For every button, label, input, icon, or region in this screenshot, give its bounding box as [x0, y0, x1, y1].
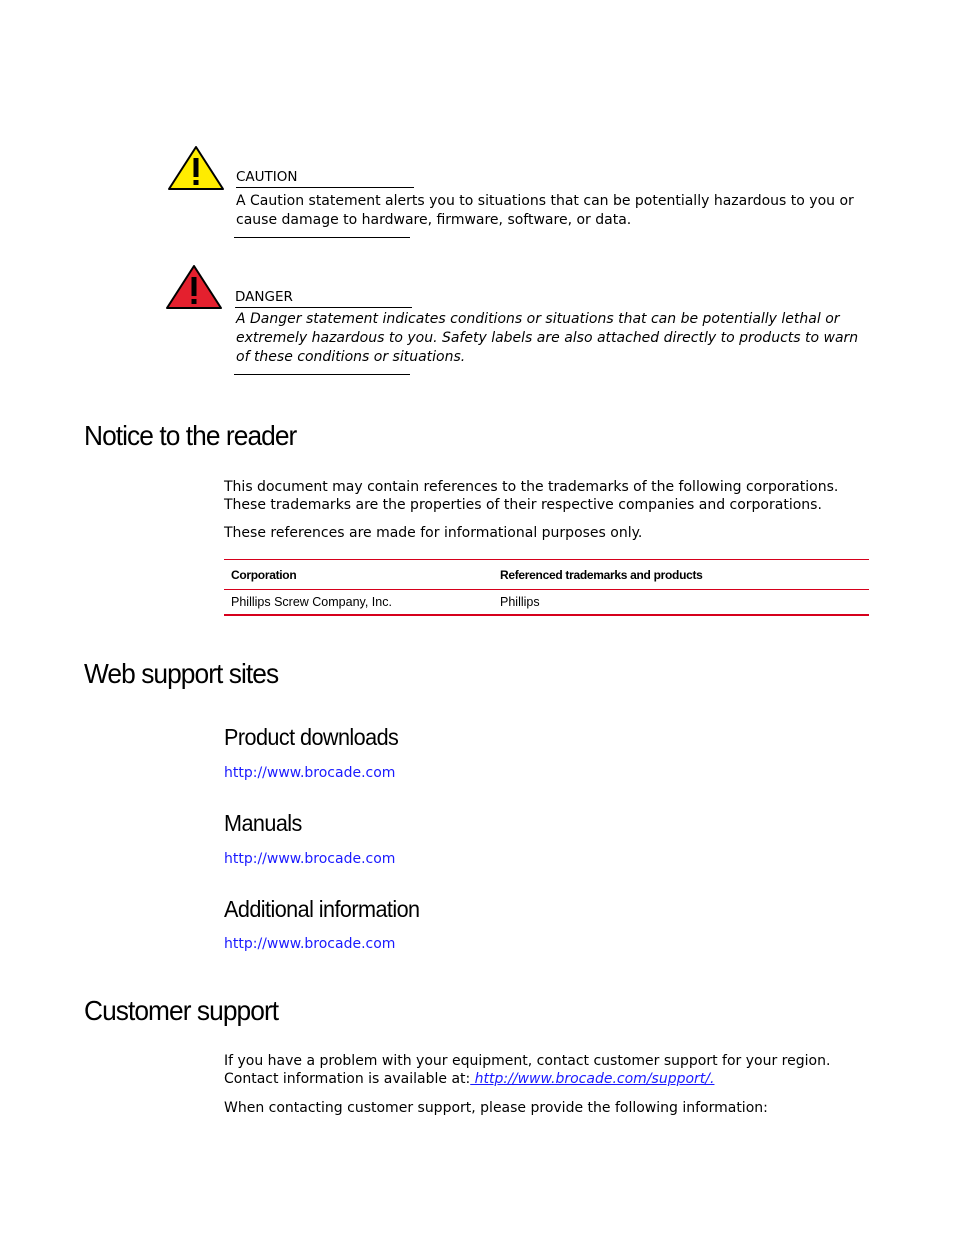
product-downloads-heading: Product downloads — [224, 724, 399, 750]
customer-support-paragraph-1 — [224, 1052, 864, 1088]
danger-text: A Danger statement indicates conditions or situations that can be potentially lethal or extremely hazardous to you. Safety labels are also attached directly to products to warn of these conditions or situations. — [236, 311, 859, 365]
trademark-table — [224, 559, 869, 616]
additional-information-heading: Additional information — [224, 896, 420, 922]
customer-support-heading: Customer support — [84, 995, 279, 1026]
danger-label: DANGER — [235, 289, 293, 305]
caution-text: A Caution statement alerts you to situations that can be potentially hazardous to you or cause damage to hardware, firmware, software, or data. — [236, 193, 854, 228]
notice-paragraph-2: These references are made for informational purposes only. — [224, 525, 643, 541]
caution-top-rule — [236, 187, 414, 188]
table-cell-trademark: Phillips — [500, 595, 540, 609]
product-downloads-link[interactable]: http://www.brocade.com — [224, 765, 396, 781]
caution-bottom-rule — [234, 237, 410, 238]
caution-label: CAUTION — [236, 169, 298, 185]
table-header-trademarks: Referenced trademarks and products — [500, 567, 703, 582]
customer-support-text: If you have a problem with your equipment, contact customer support for your region. Contact information is available at: — [224, 1053, 831, 1087]
additional-information-link[interactable]: http://www.brocade.com — [224, 936, 396, 952]
danger-bottom-rule — [234, 374, 410, 375]
customer-support-link[interactable]: http://www.brocade.com/support/. — [470, 1071, 715, 1087]
manuals-heading: Manuals — [224, 810, 302, 836]
table-cell-corporation: Phillips Screw Company, Inc. — [231, 595, 392, 609]
table-row — [224, 590, 869, 616]
manuals-link[interactable]: http://www.brocade.com — [224, 851, 396, 867]
danger-triangle-icon — [165, 264, 223, 310]
notice-paragraph-1: This document may contain references to the trademarks of the following corporations. These trademarks are the properties of their respective companies and corporations. — [224, 479, 839, 513]
customer-support-paragraph-2: When contacting customer support, please provide the following information: — [224, 1100, 768, 1116]
danger-top-rule — [235, 307, 412, 308]
table-header-corporation: Corporation — [231, 567, 297, 582]
table-header-row — [224, 560, 869, 590]
notice-heading: Notice to the reader — [84, 420, 297, 451]
caution-triangle-icon — [167, 145, 225, 191]
web-support-heading: Web support sites — [84, 658, 279, 689]
